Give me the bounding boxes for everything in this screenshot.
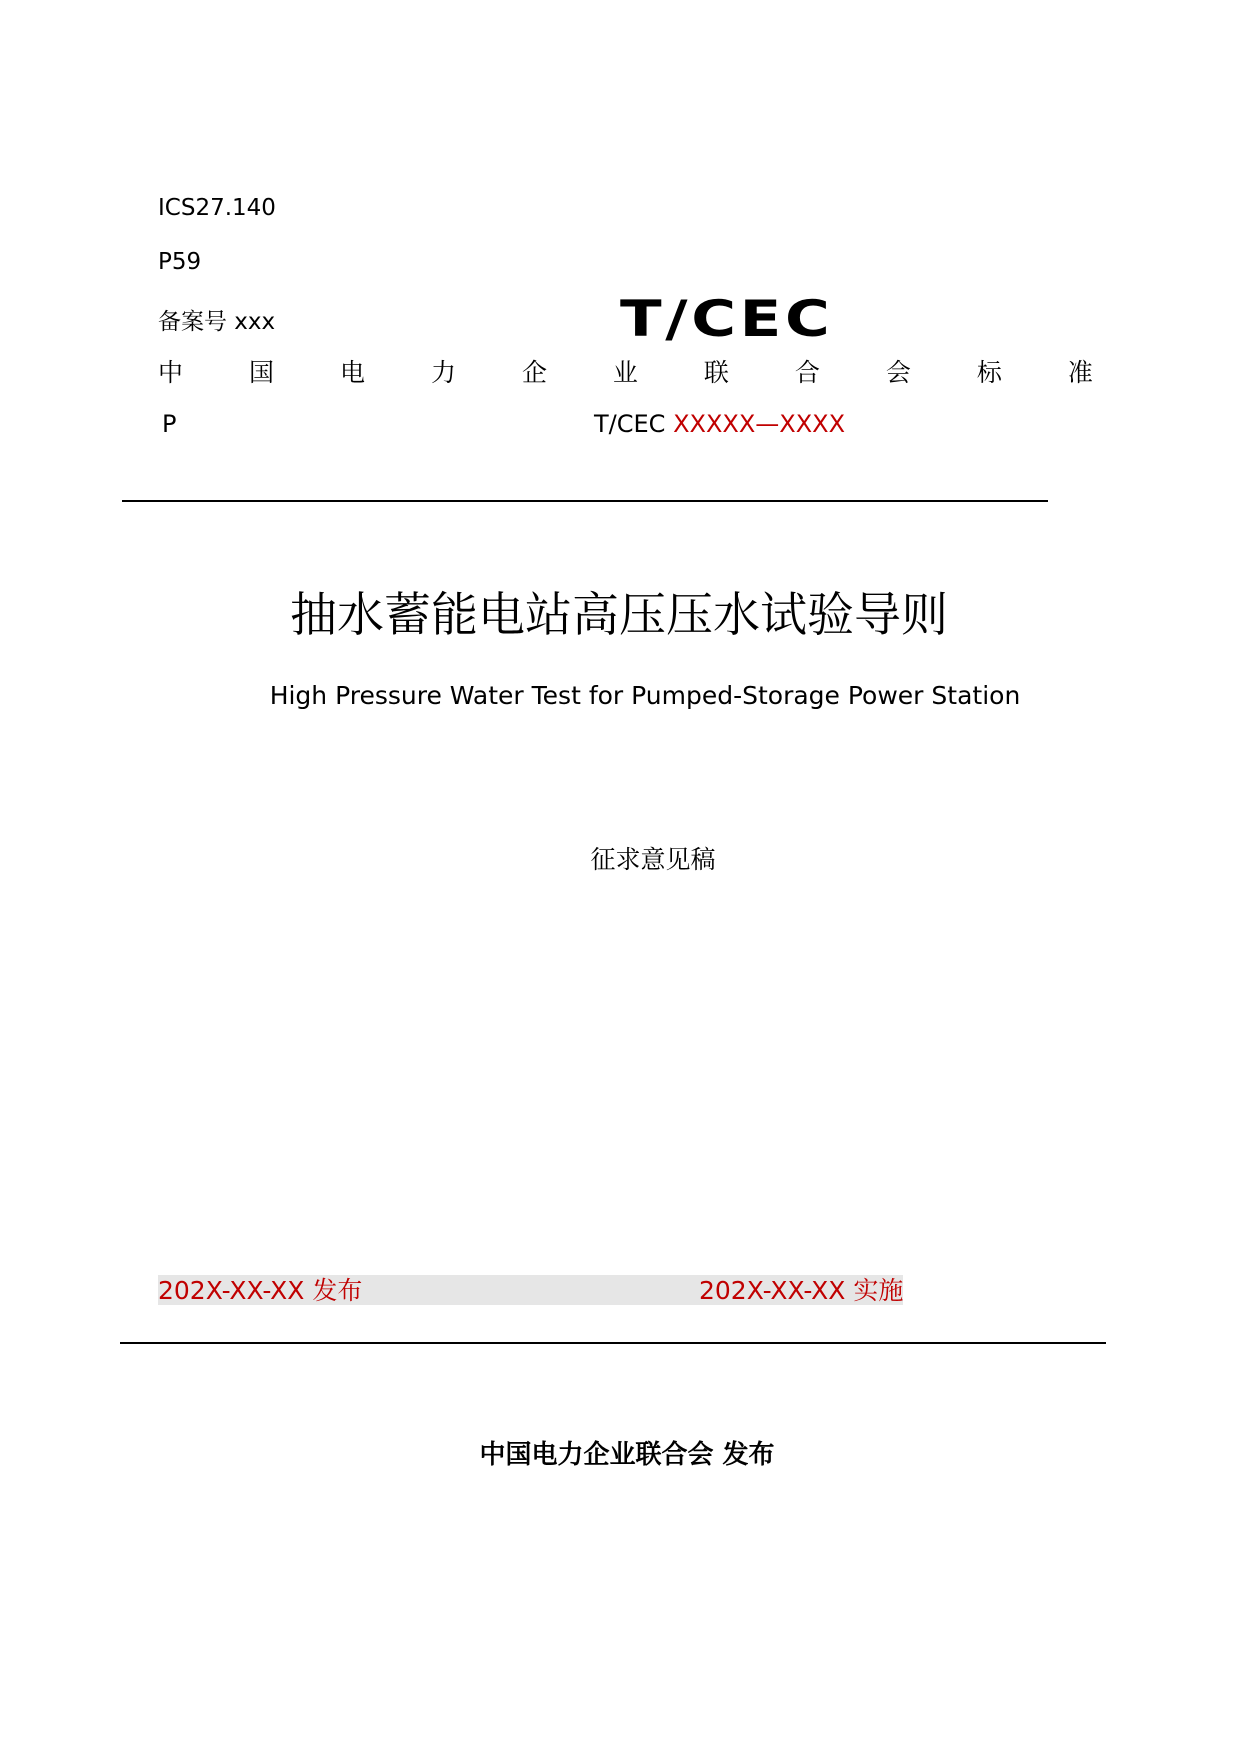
org-char: 国 — [248, 358, 274, 387]
org-char: 准 — [1067, 358, 1093, 387]
record-number: 备案号 xxx — [158, 309, 276, 335]
p-code: P — [162, 410, 177, 438]
org-char: 标 — [976, 358, 1002, 387]
draft-status: 征求意见稿 — [590, 845, 716, 874]
standard-number — [594, 410, 845, 438]
ccs-code: P59 — [158, 249, 202, 275]
org-char: 业 — [612, 358, 638, 387]
document-title-chinese: 抽水蓄能电站高压压水试验导则 — [290, 588, 948, 643]
ics-code: ICS27.140 — [158, 195, 276, 221]
document-title-english: High Pressure Water Test for Pumped-Storage Power Station — [269, 681, 1021, 710]
org-char: 会 — [885, 358, 911, 387]
bottom-divider — [120, 1342, 1106, 1344]
org-char: 力 — [430, 358, 456, 387]
implement-date: 202X-XX-XX 实施 — [699, 1276, 904, 1305]
standard-number-placeholder: XXXXX—XXXX — [673, 410, 846, 438]
org-char: 合 — [794, 358, 820, 387]
org-char: 电 — [339, 358, 365, 387]
org-char: 企 — [521, 358, 547, 387]
tcec-logo: T/CEC — [620, 290, 834, 348]
org-char: 中 — [158, 358, 184, 387]
top-divider — [122, 500, 1048, 502]
organization-standard-line — [158, 358, 1093, 388]
standard-prefix: T/CEC — [594, 410, 674, 438]
publish-date: 202X-XX-XX 发布 — [158, 1276, 363, 1305]
issuer-line: 中国电力企业联合会 发布 — [479, 1440, 775, 1470]
org-char: 联 — [703, 358, 729, 387]
